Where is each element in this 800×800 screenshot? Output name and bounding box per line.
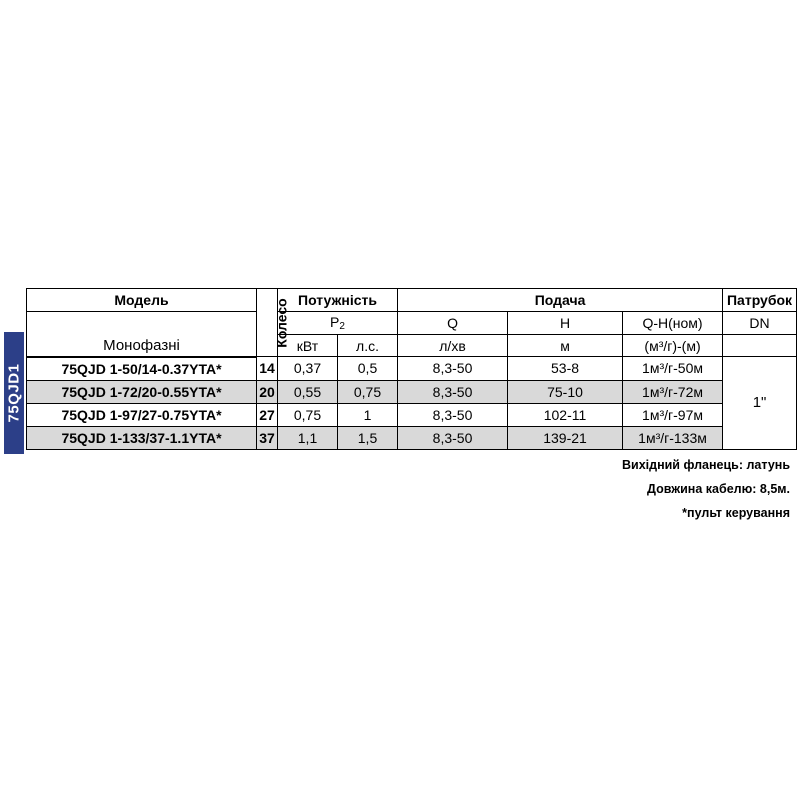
model-cell: 75QJD 1-50/14-0.37YTA* [27, 357, 257, 381]
table-row [27, 380, 797, 403]
hp-cell: 0,5 [338, 357, 398, 381]
qh-cell: 1м³/г-97м [623, 403, 723, 426]
unit-dn [723, 335, 797, 357]
series-side-label: 75QJD1 [5, 363, 23, 423]
subheader-q: Q [398, 312, 508, 335]
unit-kw: кВт [278, 335, 338, 357]
header-supply: Подача [398, 289, 723, 312]
model-cell: 75QJD 1-97/27-0.75YTA* [27, 403, 257, 426]
q-cell: 8,3-50 [398, 403, 508, 426]
header-outlet: Патрубок [723, 289, 797, 312]
unit-q: л/хв [398, 335, 508, 357]
model-unit-label: Монофазні [103, 336, 180, 354]
kw-cell: 0,75 [278, 403, 338, 426]
wheel-cell: 37 [257, 426, 278, 449]
unit-hp: л.с. [338, 335, 398, 357]
note-cable-length: Довжина кабелю: 8,5м. [647, 482, 790, 496]
h-cell: 102-11 [508, 403, 623, 426]
note-flange: Вихідний фланець: латунь [622, 458, 790, 472]
model-cell: 75QJD 1-72/20-0.55YTA* [27, 380, 257, 403]
q-cell: 8,3-50 [398, 357, 508, 381]
h-cell: 53-8 [508, 357, 623, 381]
q-cell: 8,3-50 [398, 380, 508, 403]
h-cell: 75-10 [508, 380, 623, 403]
subheader-h: H [508, 312, 623, 335]
kw-cell: 0,37 [278, 357, 338, 381]
table-row [27, 426, 797, 449]
unit-qh: (м³/г)-(м) [623, 335, 723, 357]
unit-h: м [508, 335, 623, 357]
subheader-p2: $P_2$ [278, 312, 398, 335]
hp-cell: 1,5 [338, 426, 398, 449]
notes-block [622, 457, 790, 529]
hp-cell: 0,75 [338, 380, 398, 403]
table-row [27, 357, 797, 381]
pump-spec-table [26, 288, 797, 450]
model-cell: 75QJD 1-133/37-1.1YTA* [27, 426, 257, 449]
subheader-dn: DN [723, 312, 797, 335]
header-power: Потужність [278, 289, 398, 312]
qh-cell: 1м³/г-133м [623, 426, 723, 449]
wheel-cell: 14 [257, 357, 278, 381]
model-unit-cell [27, 312, 257, 357]
table-row [27, 403, 797, 426]
qh-cell: 1м³/г-50м [623, 357, 723, 381]
h-cell: 139-21 [508, 426, 623, 449]
hp-cell: 1 [338, 403, 398, 426]
kw-cell: 0,55 [278, 380, 338, 403]
dn-value-cell: 1" [723, 357, 797, 450]
qh-cell: 1м³/г-72м [623, 380, 723, 403]
note-control-panel: *пульт керування [682, 506, 790, 520]
series-side-tab [4, 332, 24, 454]
wheel-cell: 27 [257, 403, 278, 426]
header-wheel: Колесо [257, 289, 278, 357]
kw-cell: 1,1 [278, 426, 338, 449]
q-cell: 8,3-50 [398, 426, 508, 449]
header-model: Модель [27, 289, 257, 312]
subheader-qh: Q-H(ном) [623, 312, 723, 335]
wheel-cell: 20 [257, 380, 278, 403]
